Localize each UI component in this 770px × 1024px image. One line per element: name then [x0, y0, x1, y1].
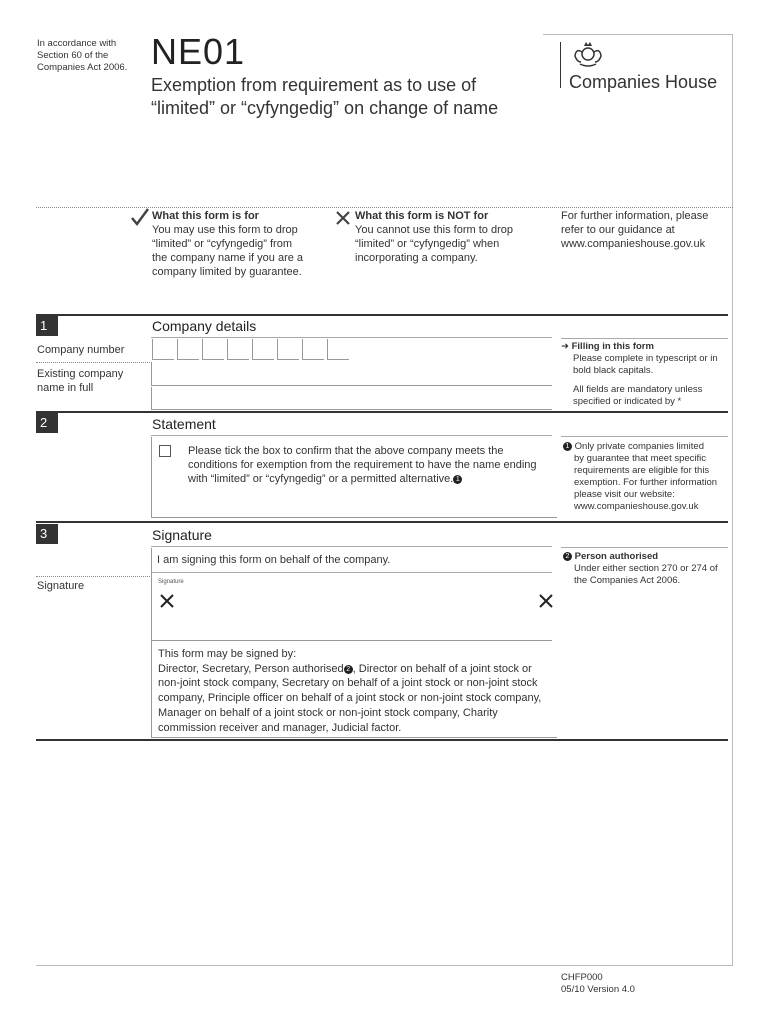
existing-name-input-line1[interactable] — [151, 363, 552, 386]
existing-name-label: Existing company name in full — [37, 368, 124, 394]
section3-number: 3 — [36, 524, 58, 544]
company-number-digit[interactable] — [302, 339, 324, 360]
section3-rule — [36, 521, 728, 523]
existing-name-input-line2[interactable] — [151, 387, 552, 410]
signatory-list: This form may be signed by: Director, Secretary, Person authorised 2 , Director on behalf of a joint stock or non-joint stock company, Secretary on behalf of a joint stock or non-joint stock company, Principle officer on behalf of a joint stock or non-joint stock company, Manager on behalf of a joint stock or non-joint stock company, Charity commission receiver and manager, Judicial factor. — [158, 648, 542, 734]
section3-end-rule — [36, 739, 728, 741]
company-number-digit[interactable] — [327, 339, 349, 360]
filling-guidance: ➜ Filling in this form Please complete in typescript or in bold black capitals. All fields are mandatory unless specified or indicated by * — [561, 341, 718, 407]
eligibility-note: 1 Only private companies limited by guarantee that meet specific requirements are eligible for this exemption. For further information please visit our website: www.companieshouse.gov.uk — [563, 441, 730, 513]
cross-icon — [335, 210, 351, 226]
arrow-right-icon: ➜ — [561, 341, 569, 352]
section3-title: Signature — [152, 527, 212, 543]
brand-name: Companies House — [569, 72, 718, 92]
section3-title-rule — [151, 546, 552, 547]
section2-number: 2 — [36, 413, 58, 433]
section1-number: 1 — [36, 316, 58, 336]
company-number-digit[interactable] — [202, 339, 224, 360]
section1-title: Company details — [152, 318, 257, 334]
signature-label: Signature — [37, 580, 85, 592]
sign-end-cross-icon — [539, 594, 553, 608]
section1-rule — [36, 314, 728, 316]
signature-box-caption: Signature — [158, 579, 184, 585]
form-purpose: What this form is for You may use this form to drop “limited” or “cyfyngedig” from the company name if you are a company limited by guarantee. — [152, 210, 304, 278]
side-rule-2 — [561, 436, 728, 437]
side-rule-3 — [561, 547, 728, 548]
legal-reference: In accordance with Section 60 of the Companies Act 2006. — [37, 38, 128, 73]
behalf-statement: I am signing this form on behalf of the company. — [157, 554, 391, 566]
form-title: Exemption from requirement as to use of “limited” or “cyfyngedig” on change of name — [151, 75, 499, 118]
company-number-digit[interactable] — [152, 339, 174, 360]
company-number-digit[interactable] — [252, 339, 274, 360]
form-footer: CHFP000 05/10 Version 4.0 — [561, 972, 635, 995]
page-frame-bottom — [36, 965, 733, 966]
note-1-marker-icon: 1 — [563, 442, 572, 451]
form-exclusions: What this form is NOT for You cannot use this form to drop “limited” or “cyfyngedig” when incorporating a company. — [355, 210, 513, 264]
person-authorised-note: 2 Person authorised Under either section 270 or 274 of the Companies Act 2006. — [563, 551, 730, 587]
brand-divider — [560, 42, 561, 88]
section2-title-rule — [151, 435, 552, 436]
company-number-divider — [36, 362, 152, 363]
page-frame-top — [543, 34, 733, 35]
company-number-label: Company number — [37, 344, 125, 356]
note-1-icon: 1 — [453, 475, 462, 484]
note-2-icon: 2 — [344, 665, 353, 674]
royal-crest-logo — [571, 40, 605, 70]
page-frame-right — [732, 34, 733, 966]
statement-checkbox[interactable] — [159, 445, 171, 457]
section2-title: Statement — [152, 416, 216, 432]
sign-start-cross-icon — [160, 594, 174, 608]
checkmark-icon — [130, 207, 150, 227]
statement-text: Please tick the box to confirm that the above company meets the conditions for exemption from the requirement to have the name ending with “limited” or “cyfyngedig” or a permitted alternative. 1 — [188, 445, 537, 485]
signature-divider — [36, 576, 152, 577]
section1-title-rule — [151, 337, 552, 338]
form-code: NE01 — [151, 31, 246, 72]
company-number-digit[interactable] — [177, 339, 199, 360]
note-2-marker-icon: 2 — [563, 552, 572, 561]
company-number-digit[interactable] — [227, 339, 249, 360]
section2-rule — [36, 411, 728, 413]
company-number-digit[interactable] — [277, 339, 299, 360]
further-info: For further information, please refer to our guidance at www.companieshouse.gov.uk — [561, 210, 709, 250]
side-rule-1 — [561, 338, 728, 339]
signature-box[interactable] — [151, 573, 552, 641]
